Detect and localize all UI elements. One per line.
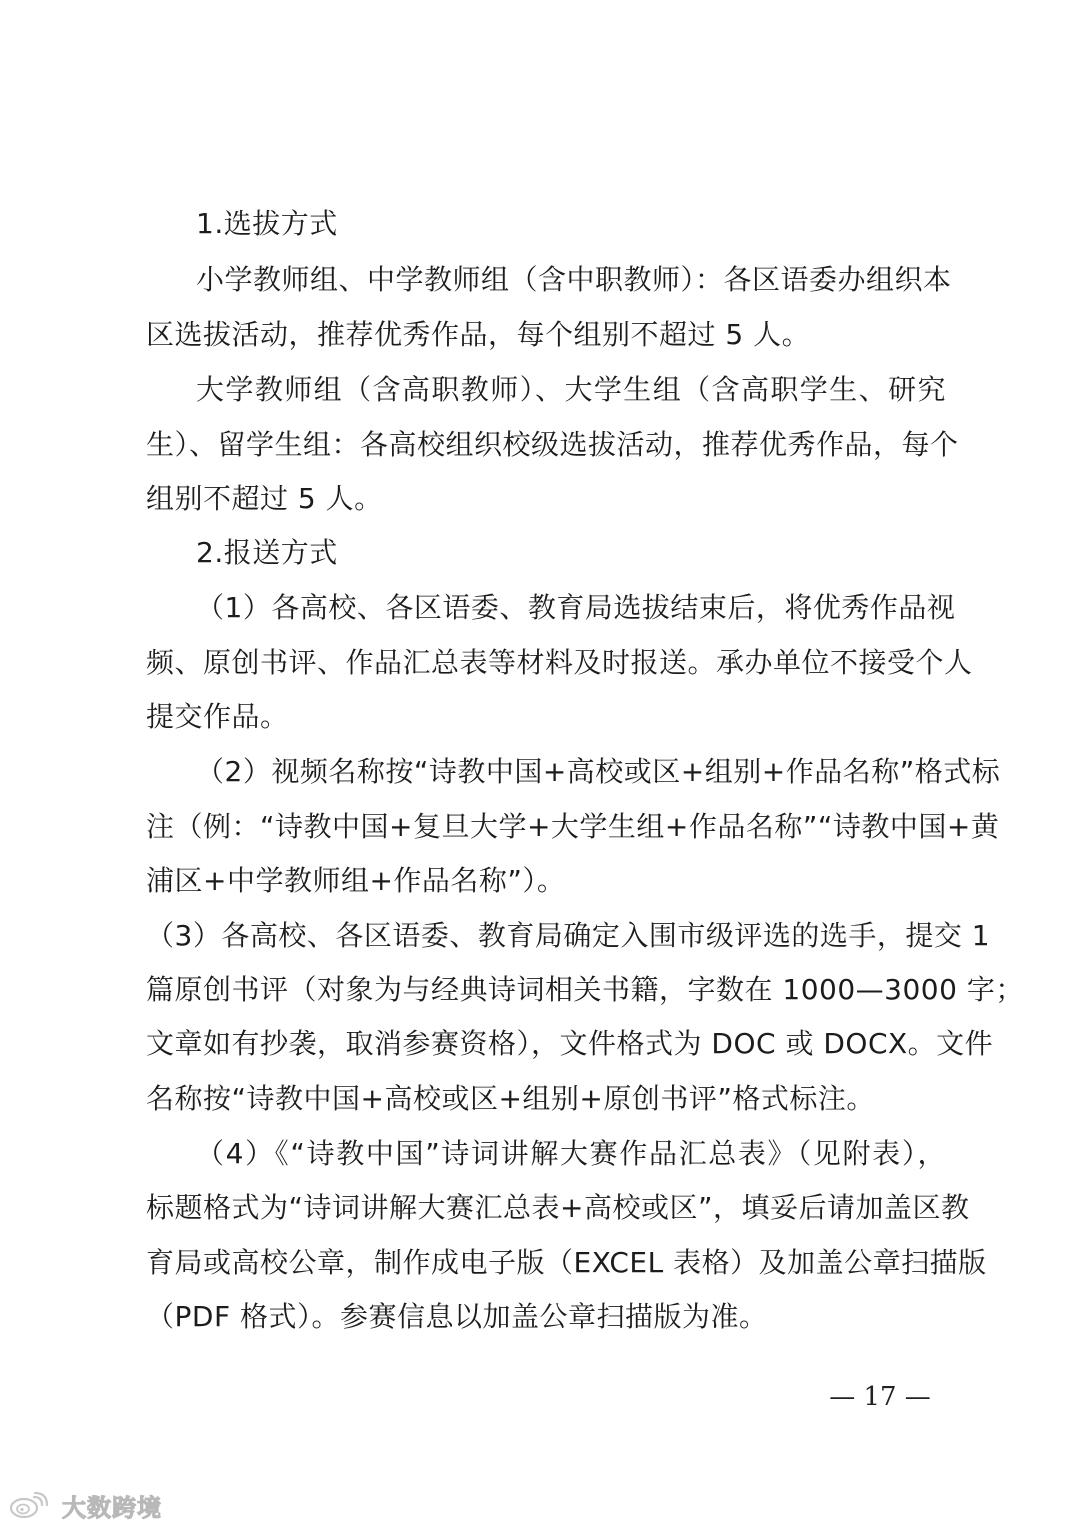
paragraph-line: 频、原创书评、作品汇总表等材料及时报送。承办单位不接受个人 xyxy=(146,646,973,679)
paragraph-line: （4）《“诗教中国”诗词讲解大赛作品汇总表》（见附表）， xyxy=(196,1137,946,1170)
paragraph-line: 篇原创书评（对象为与经典诗词相关书籍，字数在 1000—3000 字； xyxy=(146,973,1024,1006)
paragraph-line: 大学教师组（含高职教师）、大学生组（含高职学生、研究 xyxy=(196,373,946,406)
weibo-logo-icon xyxy=(8,1491,56,1519)
heading-submission-method: 2.报送方式 xyxy=(196,536,338,569)
paragraph-line: 名称按“诗教中国+高校或区+组别+原创书评”格式标注。 xyxy=(146,1082,875,1115)
paragraph-line: 生）、留学生组：各高校组织校级选拔活动，推荐优秀作品，每个 xyxy=(146,428,959,461)
heading-selection-method: 1.选拔方式 xyxy=(196,207,338,240)
paragraph-line: （1）各高校、各区语委、教育局选拔结束后，将优秀作品视 xyxy=(196,591,956,624)
paragraph-line: （PDF 格式）。参赛信息以加盖公章扫描版为准。 xyxy=(146,1300,768,1333)
paragraph-line: 小学教师组、中学教师组（含中职教师）：各区语委办组织本 xyxy=(196,263,952,296)
paragraph-line: （3）各高校、各区语委、教育局确定入围市级评选的选手，提交 1 xyxy=(146,919,991,952)
watermark xyxy=(8,1489,162,1521)
watermark-text: 大数跨境 xyxy=(62,1493,162,1522)
paragraph-line: 区选拔活动，推荐优秀作品，每个组别不超过 5 人。 xyxy=(146,318,811,351)
paragraph-line: 标题格式为“诗词讲解大赛汇总表+高校或区”，填妥后请加盖区教 xyxy=(146,1191,970,1224)
paragraph-line: 文章如有抄袭，取消参赛资格），文件格式为 DOC 或 DOCX。文件 xyxy=(146,1027,994,1060)
paragraph-line: 育局或高校公章，制作成电子版（EXCEL 表格）及加盖公章扫描版 xyxy=(146,1246,987,1279)
paragraph-line: （2）视频名称按“诗教中国+高校或区+组别+作品名称”格式标 xyxy=(196,755,1001,788)
paragraph-line: 浦区+中学教师组+作品名称”）。 xyxy=(146,864,566,897)
paragraph-line: 组别不超过 5 人。 xyxy=(146,482,383,515)
page-number: — 17 — xyxy=(829,1382,931,1412)
paragraph-line: 提交作品。 xyxy=(146,700,289,733)
paragraph-line: 注（例：“诗教中国+复旦大学+大学生组+作品名称”“诗教中国+黄 xyxy=(146,810,1000,843)
